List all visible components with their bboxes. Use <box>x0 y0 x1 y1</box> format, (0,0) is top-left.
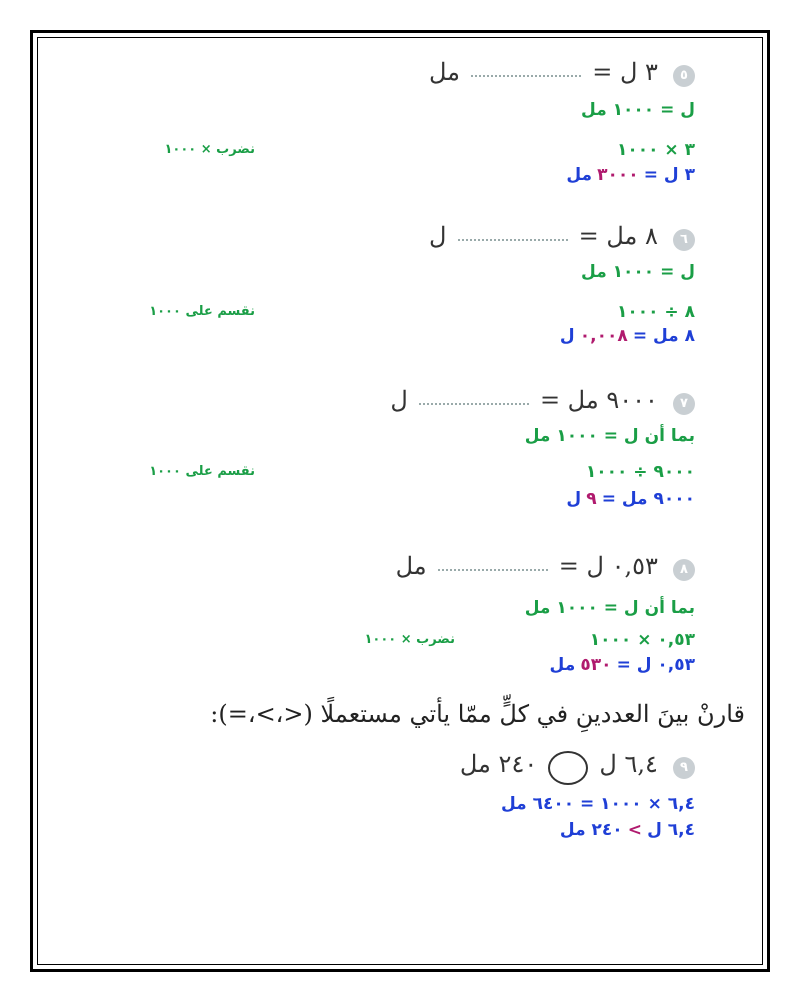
problem-7-note: نقسم على ١٠٠٠ <box>149 464 255 479</box>
problem-7-step: ٩٠٠٠ ÷ ١٠٠٠ <box>585 462 695 482</box>
problem-6-question <box>429 222 695 251</box>
compare-right: ٢٤٠ مل <box>459 750 538 778</box>
compare-left: ٦,٤ ل <box>599 750 658 778</box>
answer-blank <box>458 239 568 241</box>
result-suffix: مل <box>566 165 593 185</box>
problem-5-result <box>566 165 695 185</box>
result-prefix: ٠,٥٣ ل = <box>616 655 695 675</box>
problem-6-result <box>560 326 695 346</box>
compare-heading: قارنْ بينَ العددينِ في كلٍّ ممّا يأتي مستعملًا (<،>،=): <box>210 700 745 728</box>
result-prefix: ٩٠٠٠ مل = <box>601 489 695 509</box>
question-unit: مل <box>428 58 461 86</box>
problem-8-question <box>396 552 695 581</box>
question-expression: ٣ ل = <box>592 58 658 86</box>
problem-5-question <box>429 58 695 87</box>
answer-blank <box>471 75 581 77</box>
question-expression: ٠,٥٣ ل = <box>558 552 658 580</box>
result-value: ٣٠٠٠ <box>597 165 639 185</box>
result-value: ٥٣٠ <box>580 655 612 675</box>
compare-circle-blank <box>548 751 588 785</box>
problem-7-fact: بما أن ل = ١٠٠٠ مل <box>524 426 695 446</box>
problem-8-step: ٠,٥٣ × ١٠٠٠ <box>589 630 695 650</box>
problem-5-note: نضرب × ١٠٠٠ <box>164 142 255 157</box>
result-suffix: ل <box>566 489 582 509</box>
problem-6-step: ٨ ÷ ١٠٠٠ <box>617 302 695 322</box>
question-unit: ل <box>390 386 408 414</box>
result-right: ٢٤٠ مل <box>559 820 623 840</box>
result-suffix: ل <box>559 326 575 346</box>
problem-6-fact: ل = ١٠٠٠ مل <box>581 262 695 282</box>
problem-number-badge: ٩ <box>673 757 695 779</box>
problem-7-result <box>566 489 695 509</box>
question-expression: ٩٠٠٠ مل = <box>539 386 658 414</box>
problem-8-note: نضرب × ١٠٠٠ <box>364 632 455 647</box>
problem-5-step: ٣ × ١٠٠٠ <box>617 140 695 160</box>
problem-number-badge: ٨ <box>673 559 695 581</box>
question-unit: مل <box>395 552 427 580</box>
question-expression: ٨ مل = <box>578 222 658 250</box>
result-value: ٠,٠٠٨ <box>579 326 628 346</box>
question-unit: ل <box>428 222 447 250</box>
problem-8-fact: بما أن ل = ١٠٠٠ مل <box>524 598 695 618</box>
problem-9-result <box>560 820 695 840</box>
result-prefix: ٣ ل = <box>643 165 695 185</box>
result-prefix: ٨ مل = <box>632 326 695 346</box>
problem-8-result <box>550 655 695 675</box>
problem-7-question <box>390 386 695 415</box>
result-left: ٦,٤ ل <box>647 820 695 840</box>
problem-number-badge: ٦ <box>673 229 695 251</box>
problem-5-fact: ل = ١٠٠٠ مل <box>581 100 695 120</box>
answer-blank <box>419 403 529 405</box>
result-operator: > <box>627 820 643 840</box>
problem-number-badge: ٥ <box>673 65 695 87</box>
result-suffix: مل <box>549 655 576 675</box>
problem-9-question <box>460 750 695 785</box>
problem-9-step: ٦,٤ × ١٠٠٠ = ٦٤٠٠ مل <box>500 794 695 814</box>
result-value: ٩ <box>586 489 597 509</box>
problem-6-note: نقسم على ١٠٠٠ <box>149 304 255 319</box>
problem-number-badge: ٧ <box>673 393 695 415</box>
answer-blank <box>438 569 548 571</box>
